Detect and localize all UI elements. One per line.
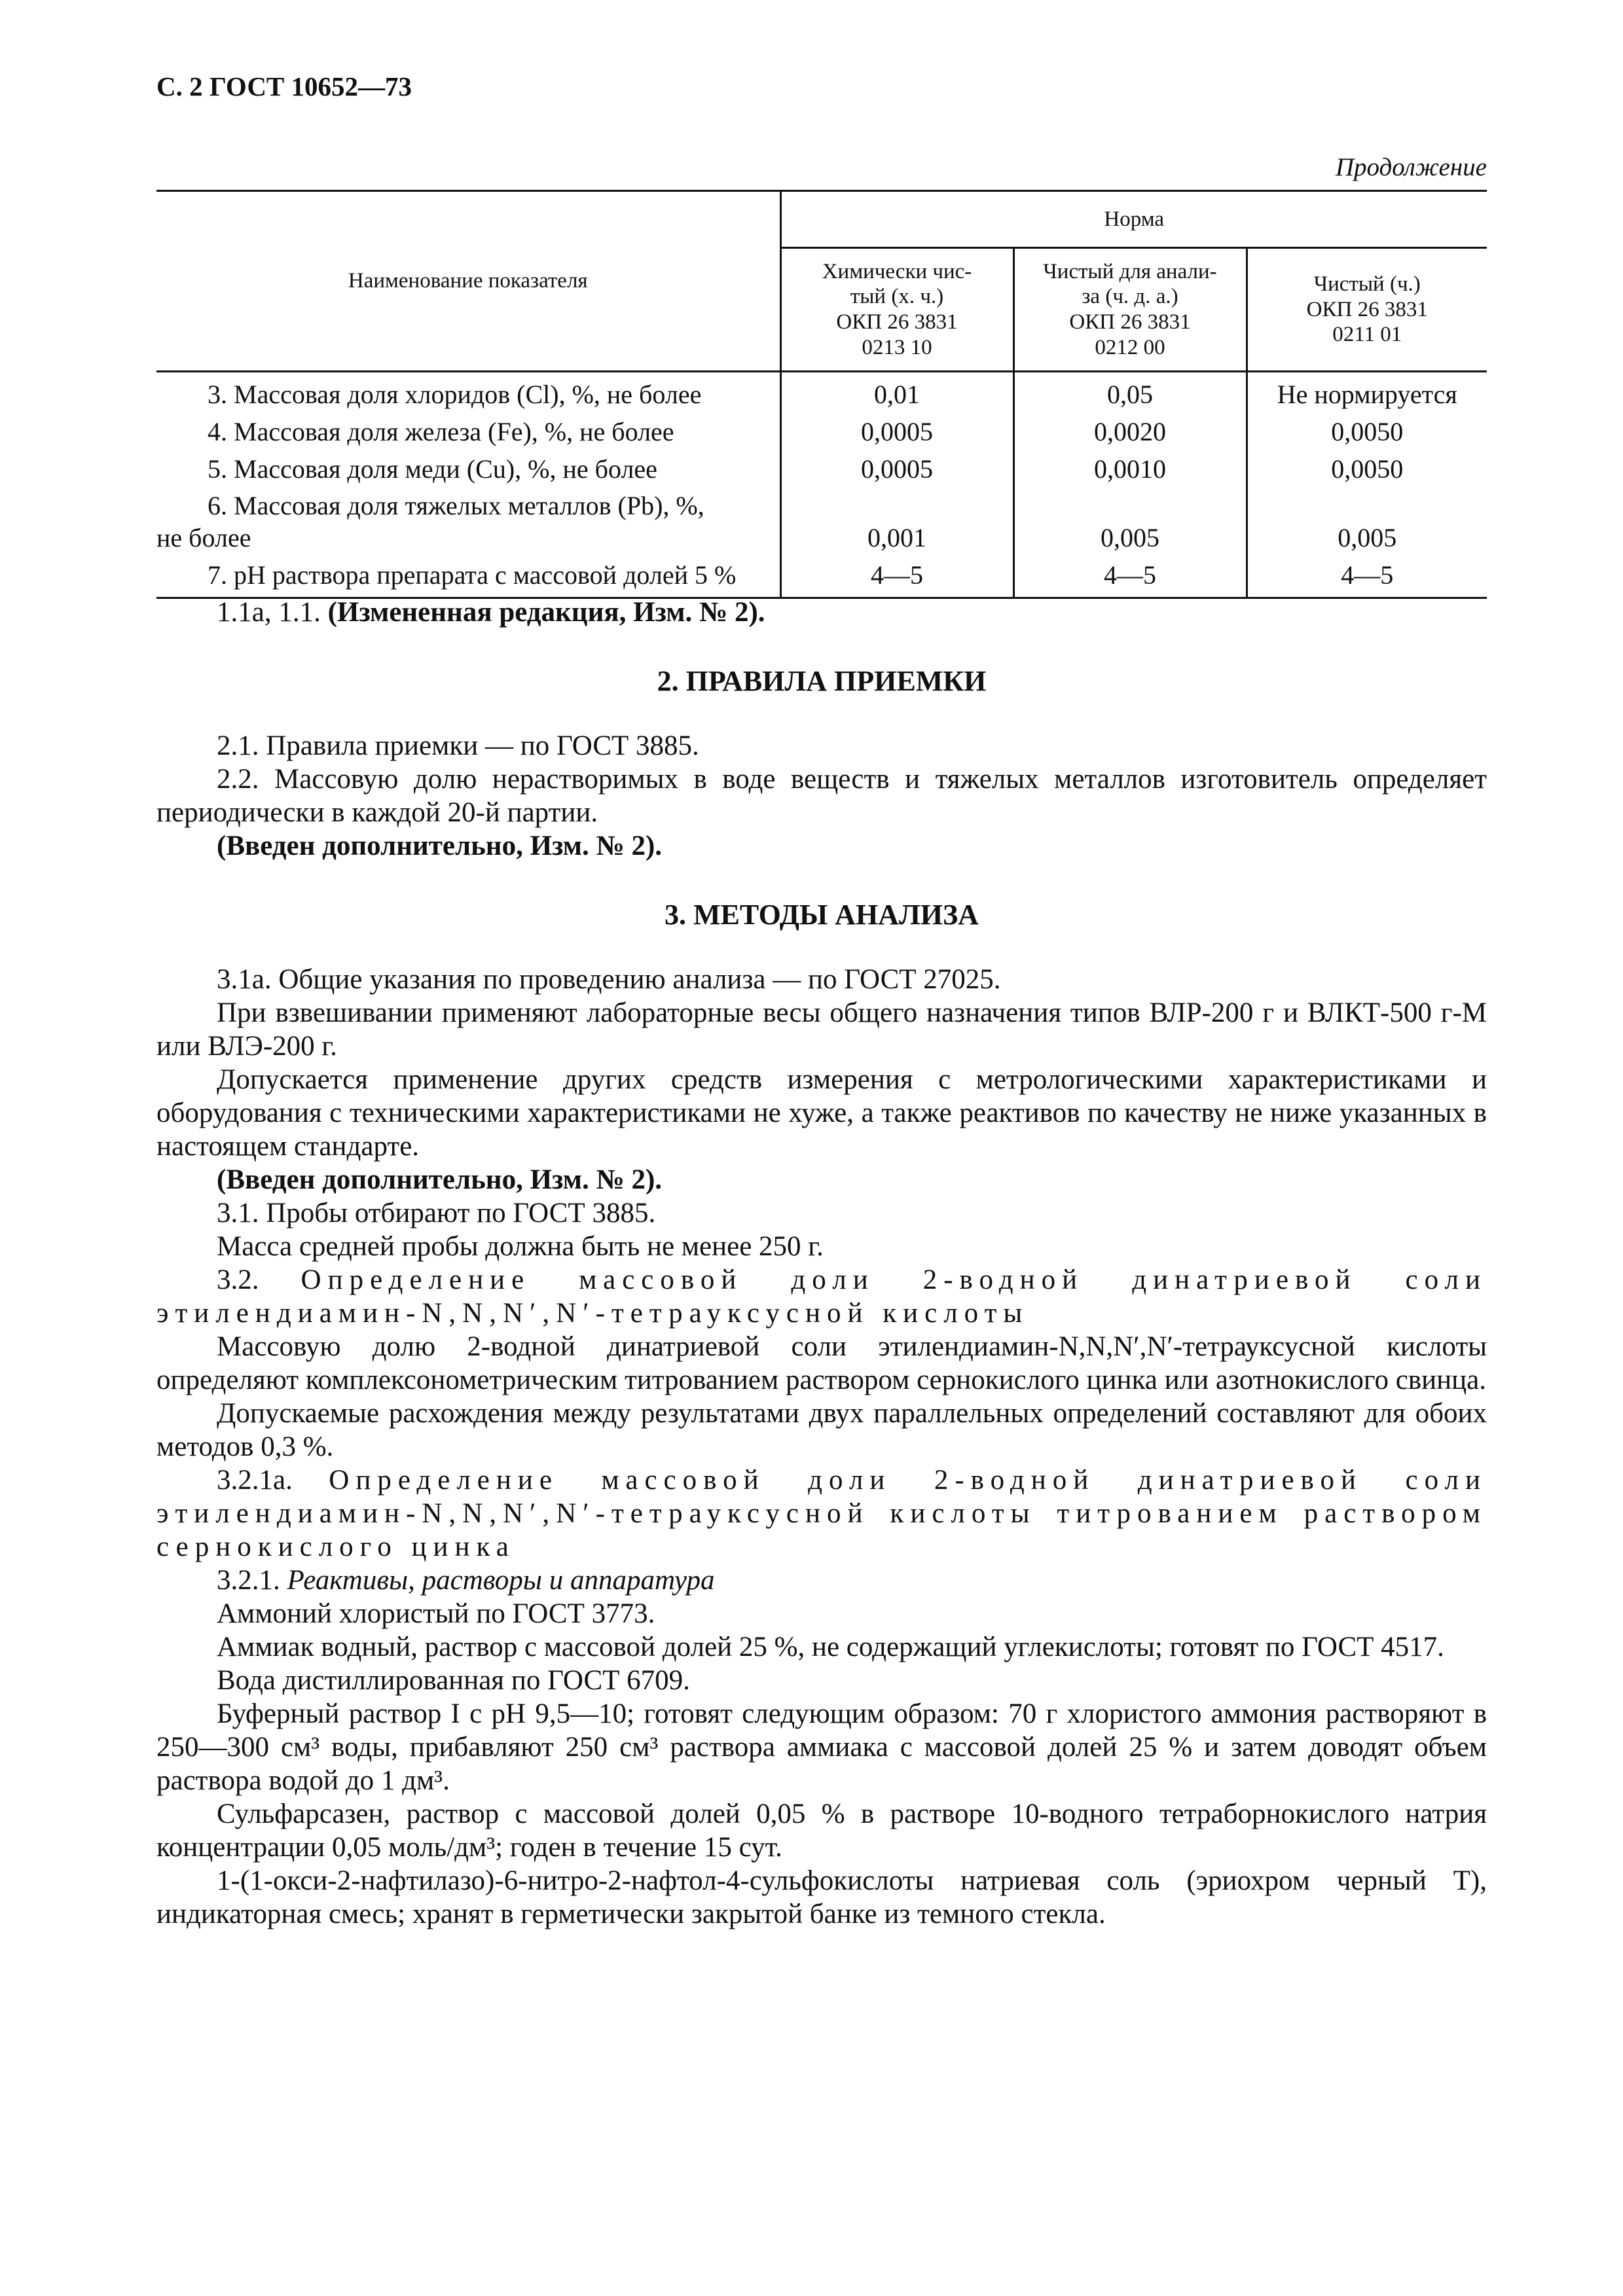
row-label: 3. Массовая доля хлоридов (Cl), %, не более	[208, 380, 702, 409]
column-header-chemically-pure: Химически чис- тый (х. ч.) ОКП 26 3831 0213 10	[780, 248, 1013, 372]
row-label: 6. Массовая доля тяжелых металлов (Pb), %,	[208, 491, 704, 521]
paragraph: 2.2. Массовую долю нерастворимых в воде веществ и тяжелых металлов изготовитель определяет периодически в каждой 20-й партии.	[156, 764, 1487, 828]
paragraph: 3.1. Пробы отбирают по ГОСТ 3885.	[217, 1198, 656, 1229]
table-cell: 0,0050	[1247, 414, 1487, 451]
table-row	[156, 451, 1487, 488]
table-cell: 4—5	[1247, 557, 1487, 598]
column-header-indicator: Наименование показателя	[156, 191, 780, 372]
document-body	[156, 596, 1487, 1931]
paragraph: Масса средней пробы должна быть не менее 250 г.	[217, 1231, 824, 1262]
table-cell: Не нормируется	[1247, 372, 1487, 414]
paragraph: Массовую долю 2-водной динатриевой соли этилендиамин-N,N,N′,N′-тетрауксусной кислоты определяют комплексонометрическим титрованием раствором сернокислого цинка или азотнокислого свинца.	[156, 1331, 1487, 1395]
paragraph: Сульфарсазен, раствор с массовой долей 0,05 % в растворе 10-водного тетраборнокислого натрия концентрации 0,05 моль/дм³; годен в течение 15 сут.	[156, 1799, 1487, 1863]
row-label: 5. Массовая доля меди (Cu), %, не более	[208, 454, 657, 484]
paragraph: 1-(1-окси-2-нафтилазо)-6-нитро-2-нафтол-4-сульфокислоты натриевая соль (эриохром черный Т), индикаторная смесь; хранят в герметически закрытой банке из темного стекла.	[156, 1865, 1487, 1929]
paragraph: Допускаемые расхождения между результатами двух параллельных определений составляют для обоих методов 0,3 %.	[156, 1398, 1487, 1462]
table-cell: 0,005	[1013, 488, 1247, 557]
amendment-note: 1.1а, 1.1. (Измененная редакция, Изм. № 2).	[217, 597, 765, 628]
page-header: С. 2 ГОСТ 10652—73	[156, 71, 412, 101]
table-cell: 0,01	[780, 372, 1013, 414]
section-heading-acceptance: 2. ПРАВИЛА ПРИЕМКИ	[657, 665, 987, 697]
row-label-continuation: не более	[156, 523, 251, 553]
table-cell: 0,0020	[1013, 414, 1247, 451]
paragraph: Буферный раствор I с pH 9,5—10; готовят следующим образом: 70 г хлористого аммония растворяют в 250—300 см³ воды, прибавляют 250 см³ раствора аммиака с массовой долей 25 % и затем доводят объем раствора водой до 1 дм³.	[156, 1698, 1487, 1796]
paragraph: Аммиак водный, раствор с массовой долей 25 %, не содержащий углекислоты; готовят по ГОСТ 4517.	[217, 1632, 1444, 1662]
paragraph: Допускается применение других средств измерения с метрологическими характеристиками и оборудования с техническими характеристиками не хуже, а также реактивов по качеству не ниже указанных в настоящем стандарте.	[156, 1064, 1487, 1162]
paragraph: Аммоний хлористый по ГОСТ 3773.	[217, 1598, 655, 1629]
table-cell: 0,005	[1247, 488, 1487, 557]
amendment-note: (Введен дополнительно, Изм. № 2).	[217, 1164, 663, 1195]
table-cell: 0,0050	[1247, 451, 1487, 488]
norms-table	[156, 190, 1487, 599]
table-cell: 0,0005	[780, 414, 1013, 451]
table-row	[156, 488, 1487, 557]
continuation-label: Продолжение	[1335, 153, 1487, 181]
table-cell: 4—5	[1013, 557, 1247, 598]
subsection-title: 3.2.1. Реактивы, растворы и аппаратура	[217, 1565, 715, 1596]
column-header-norm: Норма	[780, 191, 1487, 248]
table-cell: 0,0010	[1013, 451, 1247, 488]
table-row	[156, 414, 1487, 451]
table-row	[156, 557, 1487, 598]
paragraph: При взвешивании применяют лабораторные весы общего назначения типов ВЛР-200 г и ВЛКТ-500 г-М или ВЛЭ-200 г.	[156, 997, 1487, 1062]
row-label: 4. Массовая доля железа (Fe), %, не более	[208, 416, 674, 446]
subsection-title: 3.2. Определение массовой доли 2-водной динатриевой соли этилендиамин-N,N,N′,N′-тетрауксусной кислоты	[156, 1265, 1487, 1329]
column-header-pure: Чистый (ч.) ОКП 26 3831 0211 01	[1247, 248, 1487, 372]
row-label: 7. pH раствора препарата с массовой долей 5 %	[208, 560, 737, 590]
amendment-note: (Введен дополнительно, Изм. № 2).	[217, 831, 663, 861]
table-cell: 0,05	[1013, 372, 1247, 414]
section-heading-methods: 3. МЕТОДЫ АНАЛИЗА	[665, 899, 979, 931]
table-cell: 0,001	[780, 488, 1013, 557]
subsection-title: 3.2.1а. Определение массовой доли 2-водной динатриевой соли этилендиамин-N,N,N′,N′-тетрауксусной кислоты титрованием раствором сернокислого цинка	[156, 1465, 1487, 1562]
table-cell: 4—5	[780, 557, 1013, 598]
paragraph: 2.1. Правила приемки — по ГОСТ 3885.	[217, 730, 699, 761]
paragraph: Вода дистиллированная по ГОСТ 6709.	[217, 1665, 690, 1696]
table-row	[156, 372, 1487, 414]
paragraph: 3.1а. Общие указания по проведению анализа — по ГОСТ 27025.	[217, 964, 1001, 995]
column-header-analytical-grade: Чистый для анали- за (ч. д. а.) ОКП 26 3831 0212 00	[1013, 248, 1247, 372]
table-cell: 0,0005	[780, 451, 1013, 488]
